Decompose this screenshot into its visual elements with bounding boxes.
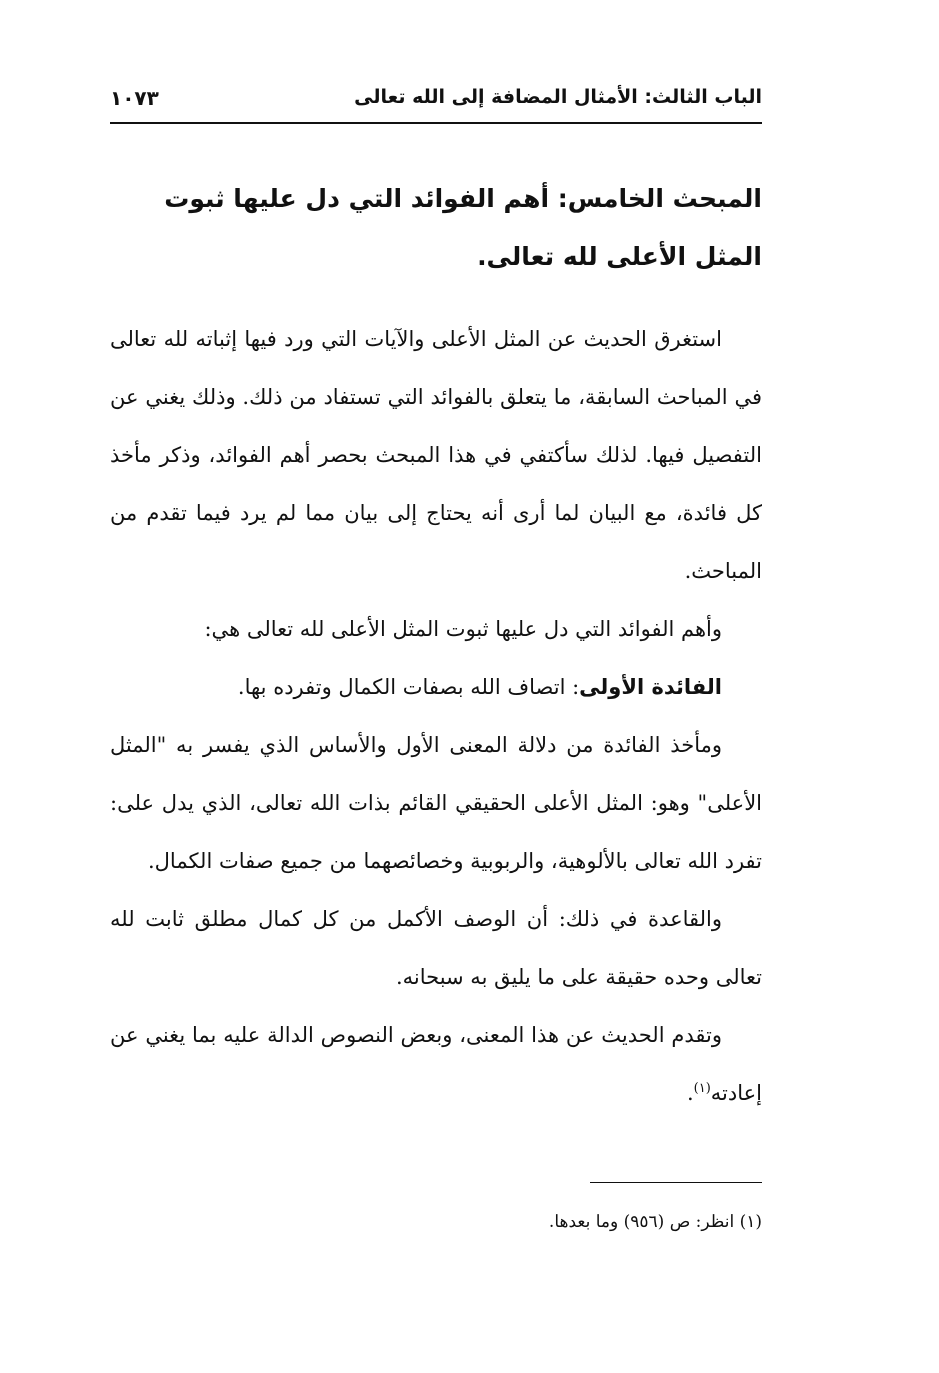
page-number: ١٠٧٣ xyxy=(110,86,159,110)
first-benefit-label: الفائدة الأولى xyxy=(579,675,722,699)
chapter-title: الباب الثالث: الأمثال المضافة إلى الله تعالى xyxy=(354,86,762,108)
paragraph-reference xyxy=(110,1006,762,1122)
running-header xyxy=(110,78,762,124)
footnote-marker: (١) xyxy=(693,1081,711,1096)
body-text xyxy=(110,310,762,1122)
reference-end: . xyxy=(686,1081,694,1105)
reference-text: وتقدم الحديث عن هذا المعنى، وبعض النصوص الدالة عليه بما يغني عن إعادته xyxy=(110,1023,762,1105)
paragraph-derivation: ومأخذ الفائدة من دلالة المعنى الأول والأساس الذي يفسر به "المثل الأعلى" وهو: المثل الأعلى الحقيقي القائم بذات الله تعالى، الذي يدل على: تفرد الله تعالى بالألوهية، والربوبية وخصائصهما من جميع صفات الكمال. xyxy=(110,733,762,873)
section-heading: المبحث الخامس: أهم الفوائد التي دل عليها ثبوت المثل الأعلى لله تعالى. xyxy=(164,184,762,271)
paragraph-intro: استغرق الحديث عن المثل الأعلى والآيات التي ورد فيها إثباته لله تعالى في المباحث السابقة، ما يتعلق بالفوائد التي تستفاد من ذلك. وذلك يغني عن التفصيل فيها. لذلك سأكتفي في هذا المبحث بحصر أهم الفوائد، وذكر مأخذ كل فائدة، مع البيان لما أرى أنه يحتاج إلى بيان مما لم يرد فيما تقدم من المباحث. xyxy=(110,327,762,583)
footnote-1: (١) انظر: ص (٩٥٦) وما بعدها. xyxy=(548,1212,762,1232)
footnote-divider xyxy=(590,1182,762,1183)
paragraph-first-benefit xyxy=(110,658,762,716)
paragraph-rule: والقاعدة في ذلك: أن الوصف الأكمل من كل كمال مطلق ثابت لله تعالى وحده حقيقة على ما يليق به سبحانه. xyxy=(110,907,762,989)
paragraph-benefits-lead: وأهم الفوائد التي دل عليها ثبوت المثل الأعلى لله تعالى هي: xyxy=(204,617,722,641)
first-benefit-text: : اتصاف الله بصفات الكمال وتفرده بها. xyxy=(237,675,580,699)
